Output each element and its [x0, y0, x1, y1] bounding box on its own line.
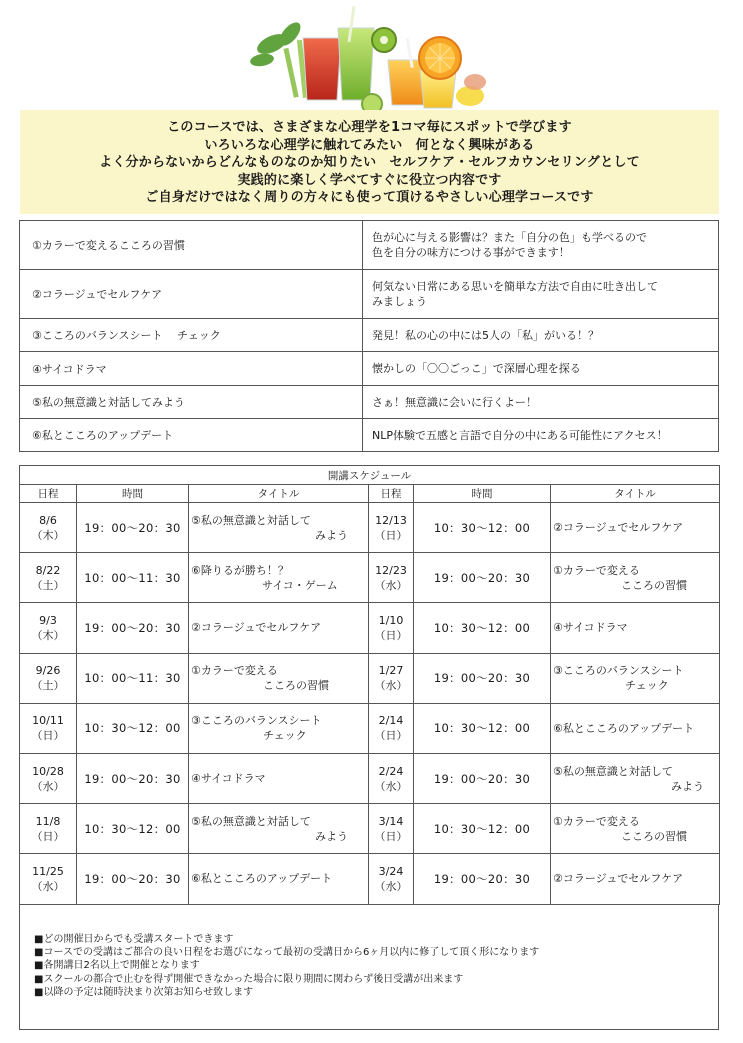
column-header-time: 時間 — [77, 485, 189, 503]
note-item: ■各開講日2名以上で開催となります — [34, 960, 200, 972]
column-header-title: タイトル — [189, 485, 369, 503]
course-name: ④サイコドラマ — [20, 352, 363, 386]
schedule-row — [20, 854, 720, 904]
schedule-row — [20, 804, 720, 854]
schedule-header-row — [20, 485, 720, 503]
session-date: 9/26 （土） — [20, 653, 77, 703]
session-date: 3/14 （日） — [369, 804, 414, 854]
course-name: ②コラージュでセルフケア — [20, 270, 363, 319]
session-date: 8/22 （土） — [20, 553, 77, 603]
session-date: 1/10 （日） — [369, 603, 414, 653]
session-title: ⑤私の無意識と対話して みよう — [189, 804, 369, 854]
session-time: 19：00～20：30 — [414, 854, 551, 904]
note-item: ■スクールの都合で止むを得ず開催できなかった場合に限り期間に関わらず後日受講が出来ます — [34, 973, 464, 985]
schedule-row — [20, 653, 720, 703]
session-time: 10：30～12：00 — [77, 804, 189, 854]
session-date: 10/11 （日） — [20, 703, 77, 753]
session-time: 10：30～12：00 — [414, 603, 551, 653]
schedule-row — [20, 503, 720, 553]
session-date: 12/13 （日） — [369, 503, 414, 553]
session-title: ④サイコドラマ — [189, 753, 369, 803]
session-date: 9/3 （木） — [20, 603, 77, 653]
session-title: ④サイコドラマ — [551, 603, 720, 653]
session-time: 10：00～11：30 — [77, 653, 189, 703]
intro-line: いろいろな心理学に触れてみたい 何となく興味がある — [204, 137, 535, 153]
session-time: 10：30～12：00 — [414, 703, 551, 753]
session-time: 19：00～20：30 — [77, 854, 189, 904]
course-description: 懐かしの「〇〇ごっこ」で深層心理を探る — [363, 352, 719, 386]
course-name: ①カラーで変えるこころの習慣 — [20, 221, 363, 270]
schedule-row — [20, 603, 720, 653]
session-time: 19：00～20：30 — [77, 503, 189, 553]
session-date: 10/28 （水） — [20, 753, 77, 803]
session-time: 10：30～12：00 — [414, 503, 551, 553]
session-date: 3/24 （水） — [369, 854, 414, 904]
session-title: ②コラージュでセルフケア — [189, 603, 369, 653]
session-title: ⑥私とこころのアップデート — [189, 854, 369, 904]
session-time: 19：00～20：30 — [77, 753, 189, 803]
course-row — [20, 270, 719, 319]
course-name: ⑥私とこころのアップデート — [20, 419, 363, 452]
session-time: 10：00～11：30 — [77, 553, 189, 603]
session-time: 19：00～20：30 — [77, 603, 189, 653]
schedule-row — [20, 703, 720, 753]
session-title: ①カラーで変える こころの習慣 — [551, 553, 720, 603]
course-description: 発見！私の心の中には5人の「私」がいる！？ — [363, 319, 719, 352]
intro-banner — [20, 110, 719, 214]
session-date: 2/24 （水） — [369, 753, 414, 803]
session-date: 1/27 （水） — [369, 653, 414, 703]
note-item: ■以降の予定は随時決まり次第お知らせ致します — [34, 986, 254, 998]
session-date: 11/8 （日） — [20, 804, 77, 854]
course-description: さぁ！無意識に会いに行くよー！ — [363, 386, 719, 419]
intro-line: このコースでは、さまざまな心理学を1コマ毎にスポットで学びます — [167, 120, 572, 135]
session-title: ③こころのバランスシート チェック — [551, 653, 720, 703]
intro-line: 実践的に楽しく学べてすぐに役立つ内容です — [237, 172, 502, 188]
session-date: 8/6 （木） — [20, 503, 77, 553]
note-item: ■コースでの受講はご都合の良い日程をお選びになって最初の受講日から6ヶ月以内に修了して頂く形になります — [34, 947, 540, 959]
course-name: ③こころのバランスシート チェック — [20, 319, 363, 352]
juice-glasses-image — [0, 0, 743, 112]
session-title: ③こころのバランスシート チェック — [189, 703, 369, 753]
column-header-date: 日程 — [369, 485, 414, 503]
schedule-table — [19, 465, 720, 905]
course-list-table — [19, 220, 719, 452]
session-title: ①カラーで変える こころの習慣 — [189, 653, 369, 703]
session-title: ⑥私とこころのアップデート — [551, 703, 720, 753]
schedule-row — [20, 753, 720, 803]
course-description: 何気ない日常にある思いを簡単な方法で自由に吐き出して みましょう — [363, 270, 719, 319]
session-date: 2/14 （日） — [369, 703, 414, 753]
course-description: 色が心に与える影響は？また「自分の色」も学べるので 色を自分の味方につける事ができます！ — [363, 221, 719, 270]
course-row — [20, 352, 719, 386]
session-title: ⑤私の無意識と対話して みよう — [551, 753, 720, 803]
intro-line: ご自身だけではなく周りの方々にも使って頂けるやさしい心理学コースです — [145, 190, 594, 206]
course-name: ⑤私の無意識と対話してみよう — [20, 386, 363, 419]
intro-line: よく分からないからどんなものなのか知りたい セルフケア・セルフカウンセリングとして — [99, 155, 640, 171]
session-title: ①カラーで変える こころの習慣 — [551, 804, 720, 854]
session-time: 19：00～20：30 — [414, 653, 551, 703]
course-row — [20, 319, 719, 352]
session-time: 10：30～12：00 — [414, 804, 551, 854]
note-item: ■どの開催日からでも受講スタートできます — [34, 934, 234, 945]
session-time: 10：30～12：00 — [77, 703, 189, 753]
session-time: 19：00～20：30 — [414, 753, 551, 803]
course-row — [20, 419, 719, 452]
session-title: ⑤私の無意識と対話して みよう — [189, 503, 369, 553]
session-date: 12/23 （水） — [369, 553, 414, 603]
session-date: 11/25 （水） — [20, 854, 77, 904]
session-title: ②コラージュでセルフケア — [551, 503, 720, 553]
schedule-row — [20, 553, 720, 603]
course-description: NLP体験で五感と言語で自分の中にある可能性にアクセス！ — [363, 419, 719, 452]
notes-section — [19, 905, 719, 1030]
session-time: 19：00～20：30 — [414, 553, 551, 603]
column-header-time: 時間 — [414, 485, 551, 503]
course-row — [20, 386, 719, 419]
course-row — [20, 221, 719, 270]
session-title: ②コラージュでセルフケア — [551, 854, 720, 904]
column-header-title: タイトル — [551, 485, 720, 503]
schedule-title: 開講スケジュール — [20, 466, 720, 485]
column-header-date: 日程 — [20, 485, 77, 503]
session-title: ⑥降りるが勝ち！？ サイコ・ゲーム — [189, 553, 369, 603]
